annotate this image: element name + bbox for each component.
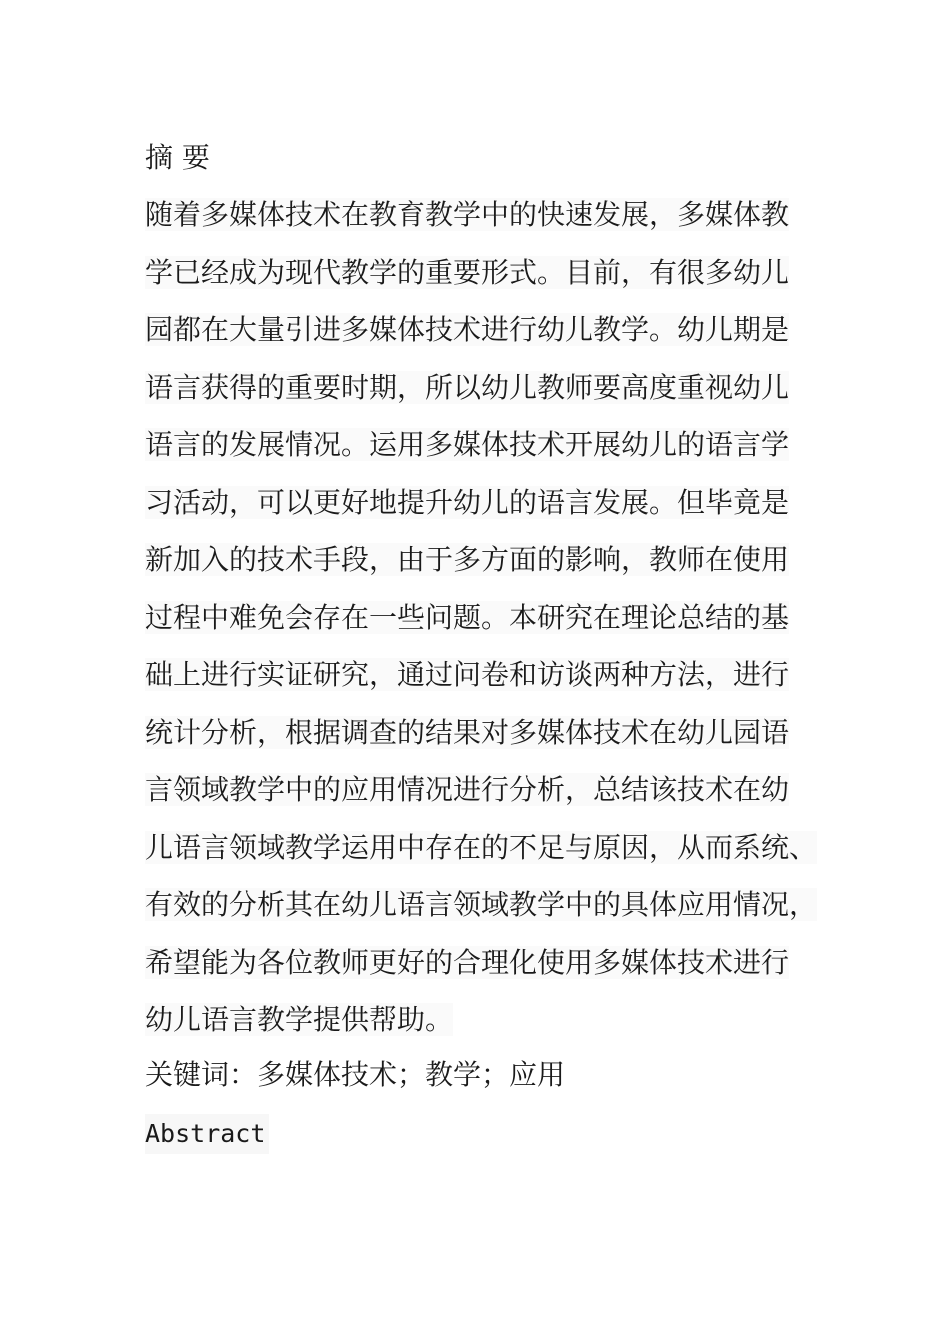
keywords-line: 关键词：多媒体技术；教学；应用: [145, 1058, 566, 1091]
abstract-line: 有效的分析其在幼儿语言领域教学中的具体应用情况，: [145, 888, 818, 921]
abstract-line: 统计分析，根据调查的结果对多媒体技术在幼儿园语: [145, 715, 790, 749]
abstract-line: 随着多媒体技术在教育教学中的快速发展，多媒体教: [145, 198, 790, 231]
abstract-line: 新加入的技术手段，由于多方面的影响，教师在使用: [145, 543, 790, 576]
abstract-line: 语言获得的重要时期，所以幼儿教师要高度重视幼儿: [145, 370, 790, 404]
abstract-line: 过程中难免会存在一些问题。本研究在理论总结的基: [145, 600, 790, 634]
abstract-line: 础上进行实证研究，通过问卷和访谈两种方法，进行: [145, 658, 790, 691]
abstract-line: 言领域教学中的应用情况进行分析，总结该技术在幼: [145, 773, 790, 806]
abstract-line: 学已经成为现代教学的重要形式。目前，有很多幼儿: [145, 255, 790, 289]
english-abstract-heading: Abstract: [145, 1114, 269, 1154]
abstract-line: 儿语言领域教学运用中存在的不足与原因，从而系统、: [145, 830, 818, 864]
abstract-line: 幼儿语言教学提供帮助。: [145, 1003, 454, 1036]
abstract-heading: 摘 要: [145, 141, 210, 174]
abstract-line: 园都在大量引进多媒体技术进行幼儿教学。幼儿期是: [145, 313, 790, 346]
abstract-line: 习活动，可以更好地提升幼儿的语言发展。但毕竟是: [145, 485, 790, 519]
abstract-line: 希望能为各位教师更好的合理化使用多媒体技术进行: [145, 945, 790, 979]
abstract-line: 语言的发展情况。运用多媒体技术开展幼儿的语言学: [145, 428, 790, 461]
abstract-body: [145, 186, 845, 1049]
